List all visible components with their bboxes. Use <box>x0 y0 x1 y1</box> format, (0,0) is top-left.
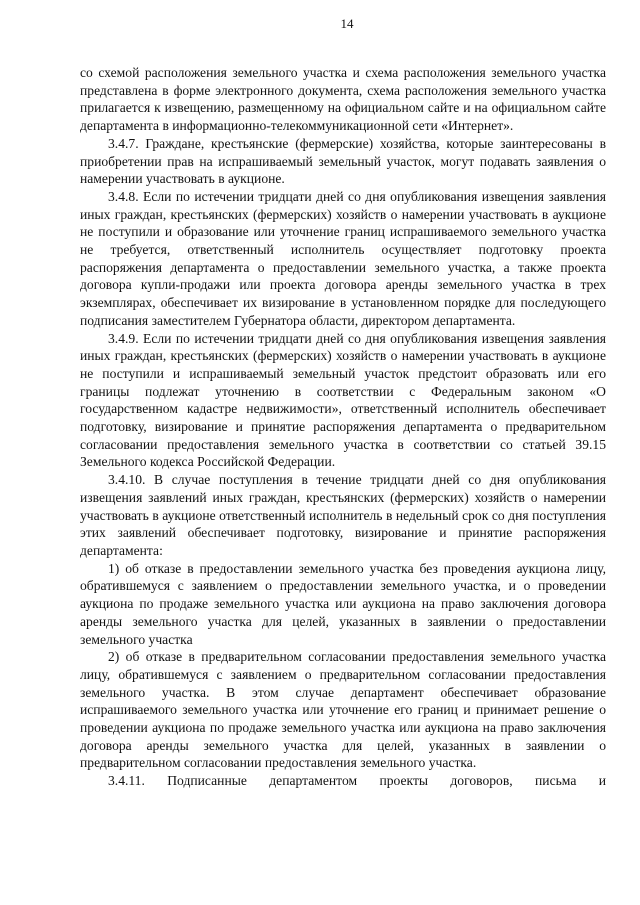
paragraph-continuation: со схемой расположения земельного участка и схема расположения земельного участка представлена в форме электронного документа, схема расположения земельного участка прилагается к извещению, размещенному на официальном сайте и на официальном сайте департамента в информационно-телекоммуникационной сети «Интернет». <box>80 65 606 134</box>
paragraph-3-4-8: 3.4.8. Если по истечении тридцати дней со дня опубликования извещения заявления иных граждан, крестьянских (фермерских) хозяйств о намерении участвовать в аукционе не поступили и образование или уточнение границ испрашиваемого земельного участка не требуется, ответственный исполнитель осуществляет подготовку проекта распоряжения департамента о предоставлении земельного участка, а также проекта договора купли-продажи или проекта договора аренды земельного участка в трех экземплярах, обеспечивает их визирование в установленном порядке для последующего подписания заместителем Губернатора области, директором департамента. <box>80 188 606 328</box>
page-number: 14 <box>340 16 354 31</box>
paragraph-3-4-7: 3.4.7. Граждане, крестьянские (фермерские) хозяйства, которые заинтересованы в приобретении прав на испрашиваемый земельный участок, могут подавать заявления о намерении участвовать в аукционе. <box>80 135 606 187</box>
paragraph-3-4-11: 3.4.11. Подписанные департаментом проекты договоров, письма и <box>108 773 606 789</box>
paragraph-item-1: 1) об отказе в предоставлении земельного участка без проведения аукциона лицу, обратившемуся с заявлением о предоставлении земельного участка, и о проведении аукциона по продаже земельного участка или аукциона на право заключения договора аренды земельного участка для целей, указанных в заявлении о предоставлении земельного участка <box>80 560 606 647</box>
document-body <box>80 64 606 790</box>
paragraph-3-4-9: 3.4.9. Если по истечении тридцати дней со дня опубликования извещения заявления иных граждан, крестьянских (фермерских) хозяйств о намерении участвовать в аукционе не поступили и испрашиваемый земельный участок предстоит образовать или его границы подлежат уточнению в соответствии с Федеральным законом «О государственном кадастре недвижимости», ответственный исполнитель обеспечивает подготовку, визирование и принятие распоряжения департамента о предварительном согласовании предоставления земельного участка в соответствии со статьей 39.15 Земельного кодекса Российской Федерации. <box>80 330 606 470</box>
paragraph-3-4-10: 3.4.10. В случае поступления в течение тридцати дней со дня опубликования извещения заявлений иных граждан, крестьянских (фермерских) хозяйств о намерении участвовать в аукционе ответственный исполнитель в недельный срок со дня поступления этих заявлений обеспечивает подготовку, визирование и принятие распоряжения департамента: <box>80 472 606 558</box>
paragraph-item-2: 2) об отказе в предварительном согласовании предоставления земельного участка лицу, обратившемуся с заявлением о предварительном согласовании предоставления земельного участка. В этом случае департамент обеспечивает образование испрашиваемого земельного участка или уточнение его границ и принимает решение о проведении аукциона по продаже земельного участка или аукциона на право заключения договора аренды земельного участка для целей, указанных в заявлении о предварительном согласовании предоставления земельного участка. <box>80 649 606 771</box>
